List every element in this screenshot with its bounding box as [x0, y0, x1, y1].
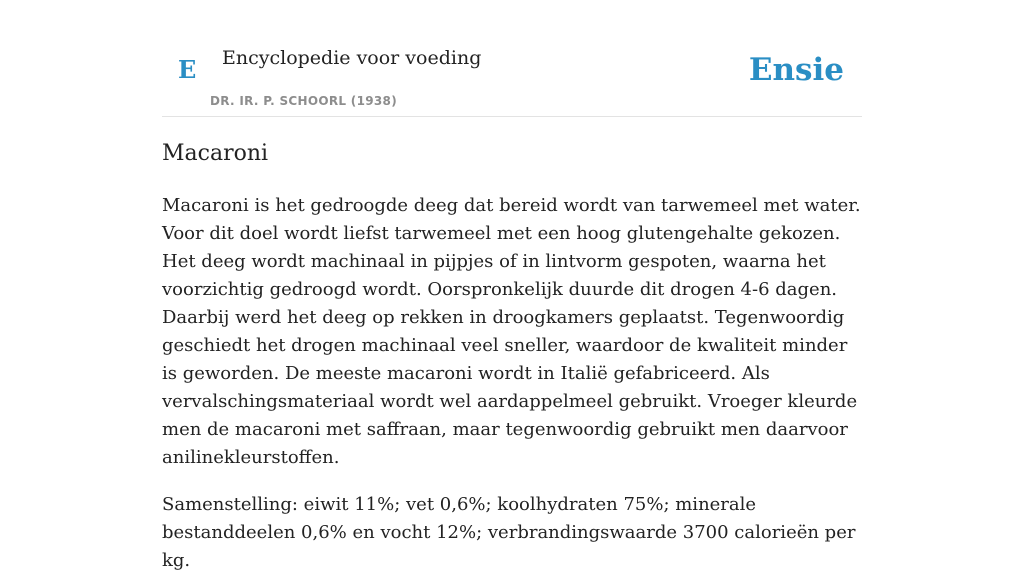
- book-letter-link[interactable]: E: [178, 55, 197, 84]
- article-title: Macaroni: [162, 141, 269, 166]
- article: [162, 138, 862, 575]
- book-header: [162, 0, 862, 117]
- book-title-link[interactable]: Encyclopedie voor voeding: [222, 47, 482, 69]
- article-paragraph-composition: Samenstelling: eiwit 11%; vet 0,6%; koolhydraten 75%; minerale bestanddeelen 0,6% en vocht 12%; verbrandingswaarde 3700 calorieën per kg.: [162, 494, 856, 571]
- article-paragraph-description: Macaroni is het gedroogde deeg dat bereid wordt van tarwemeel met water. Voor dit doel wordt liefst tarwemeel met een hoog glutengehalte gekozen. Het deeg wordt machinaal in pijpjes of in lintvorm gespoten, waarna het voorzichtig gedroogd wordt. Oorspronkelijk duurde dit drogen 4-6 dagen. Daarbij werd het deeg op rekken in droogkamers geplaatst. Tegenwoordig geschiedt het drogen machinaal veel sneller, waardoor de kwaliteit minder is geworden. De meeste macaroni wordt in Italië gefabriceerd. Als vervalschingsmateriaal wordt wel aardappelmeel gebruikt. Vroeger kleurde men de macaroni met saffraan, maar tegenwoordig gebruikt men daarvoor anilinekleurstoffen.: [162, 195, 861, 468]
- ensie-logo-link[interactable]: Ensie: [748, 52, 844, 88]
- book-author: DR. IR. P. SCHOORL (1938): [210, 94, 397, 108]
